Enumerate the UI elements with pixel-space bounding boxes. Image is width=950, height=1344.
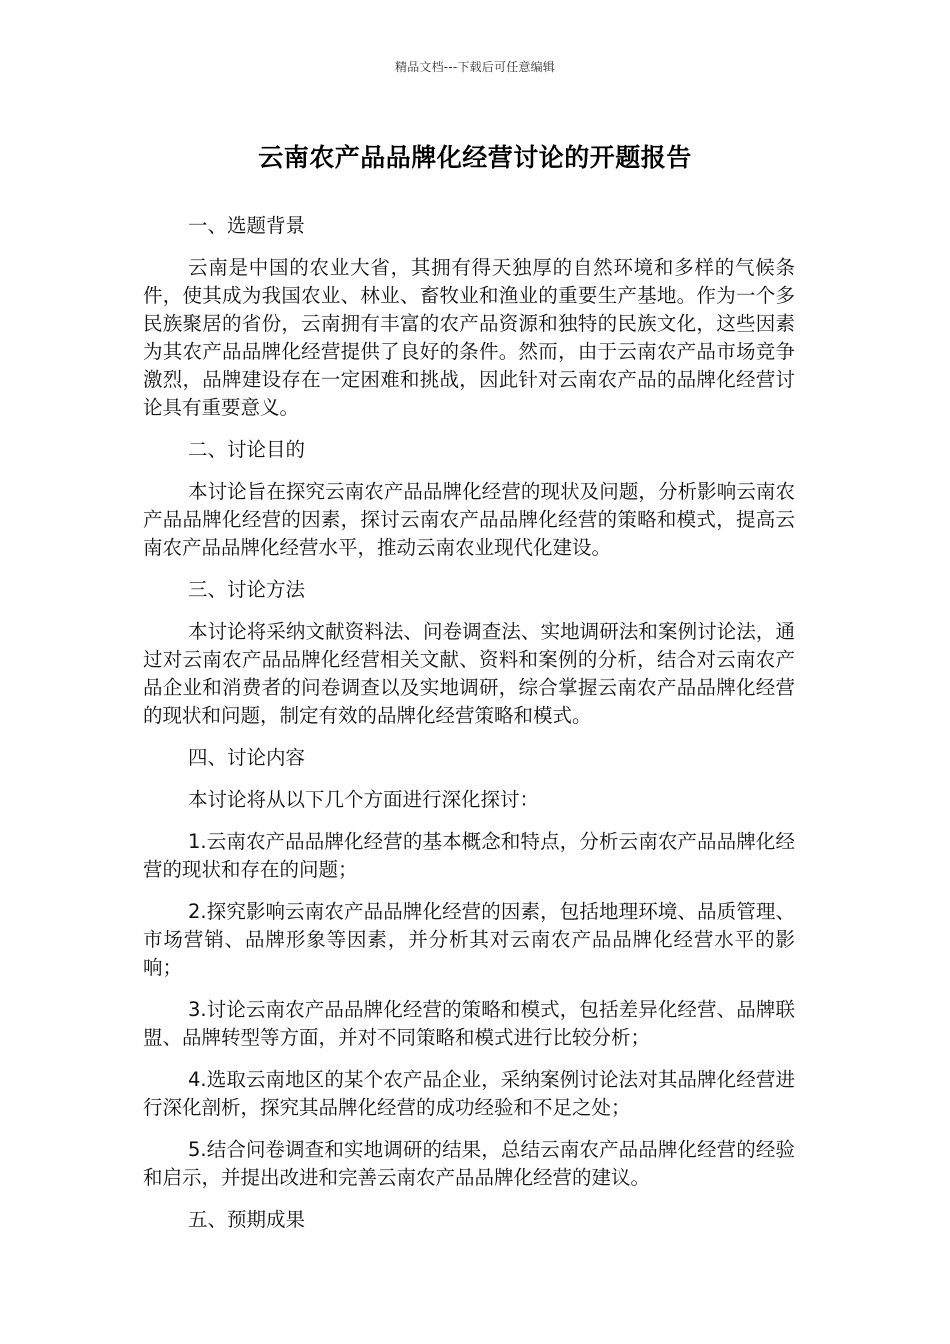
document-body bbox=[143, 212, 795, 1248]
list-item-4: 4.选取云南地区的某个农产品企业，采纳案例讨论法对其品牌化经营进行深化剖析，探究其品牌化经营的成功经验和不足之处； bbox=[143, 1068, 795, 1119]
page-header-note: 精品文档---下载后可任意编辑 bbox=[395, 60, 555, 74]
paragraph-background: 云南是中国的农业大省，其拥有得天独厚的自然环境和多样的气候条件，使其成为我国农业、林业、畜牧业和渔业的重要生产基地。作为一个多民族聚居的省份，云南拥有丰富的农产品资源和独特的民族文化，这些因素为其农产品品牌化经营提供了良好的条件。然而，由于云南农产品市场竞争激烈，品牌建设存在一定困难和挑战，因此针对云南农产品的品牌化经营讨论具有重要意义。 bbox=[143, 256, 795, 419]
list-item-3: 3.讨论云南农产品品牌化经营的策略和模式，包括差异化经营、品牌联盟、品牌转型等方面，并对不同策略和模式进行比较分析； bbox=[143, 998, 795, 1049]
paragraph-content-intro: 本讨论将从以下几个方面进行深化探讨： bbox=[188, 788, 540, 811]
section-heading-purpose: 二、讨论目的 bbox=[188, 438, 306, 461]
list-item-1: 1.云南农产品品牌化经营的基本概念和特点，分析云南农产品品牌化经营的现状和存在的问题； bbox=[143, 830, 795, 881]
list-item-5: 5.结合问卷调查和实地调研的结果，总结云南农产品品牌化经营的经验和启示，并提出改进和完善云南农产品品牌化经营的建议。 bbox=[143, 1138, 795, 1189]
paragraph-method: 本讨论将采纳文献资料法、问卷调查法、实地调研法和案例讨论法，通过对云南农产品品牌化经营相关文献、资料和案例的分析，结合对云南农产品企业和消费者的问卷调查以及实地调研，综合掌握云南农产品品牌化经营的现状和问题，制定有效的品牌化经营策略和模式。 bbox=[143, 620, 795, 727]
paragraph-purpose: 本讨论旨在探究云南农产品品牌化经营的现状及问题，分析影响云南农产品品牌化经营的因素，探讨云南农产品品牌化经营的策略和模式，提高云南农产品品牌化经营水平，推动云南农业现代化建设。 bbox=[143, 480, 795, 559]
section-heading-background: 一、选题背景 bbox=[188, 214, 306, 237]
section-heading-method: 三、讨论方法 bbox=[188, 578, 306, 601]
list-item-2: 2.探究影响云南农产品品牌化经营的因素，包括地理环境、品质管理、市场营销、品牌形象等因素，并分析其对云南农产品品牌化经营水平的影响； bbox=[143, 900, 795, 979]
document-title: 云南农产品品牌化经营讨论的开题报告 bbox=[258, 143, 692, 172]
section-heading-content: 四、讨论内容 bbox=[188, 746, 306, 769]
section-heading-expected-results: 五、预期成果 bbox=[188, 1208, 306, 1231]
